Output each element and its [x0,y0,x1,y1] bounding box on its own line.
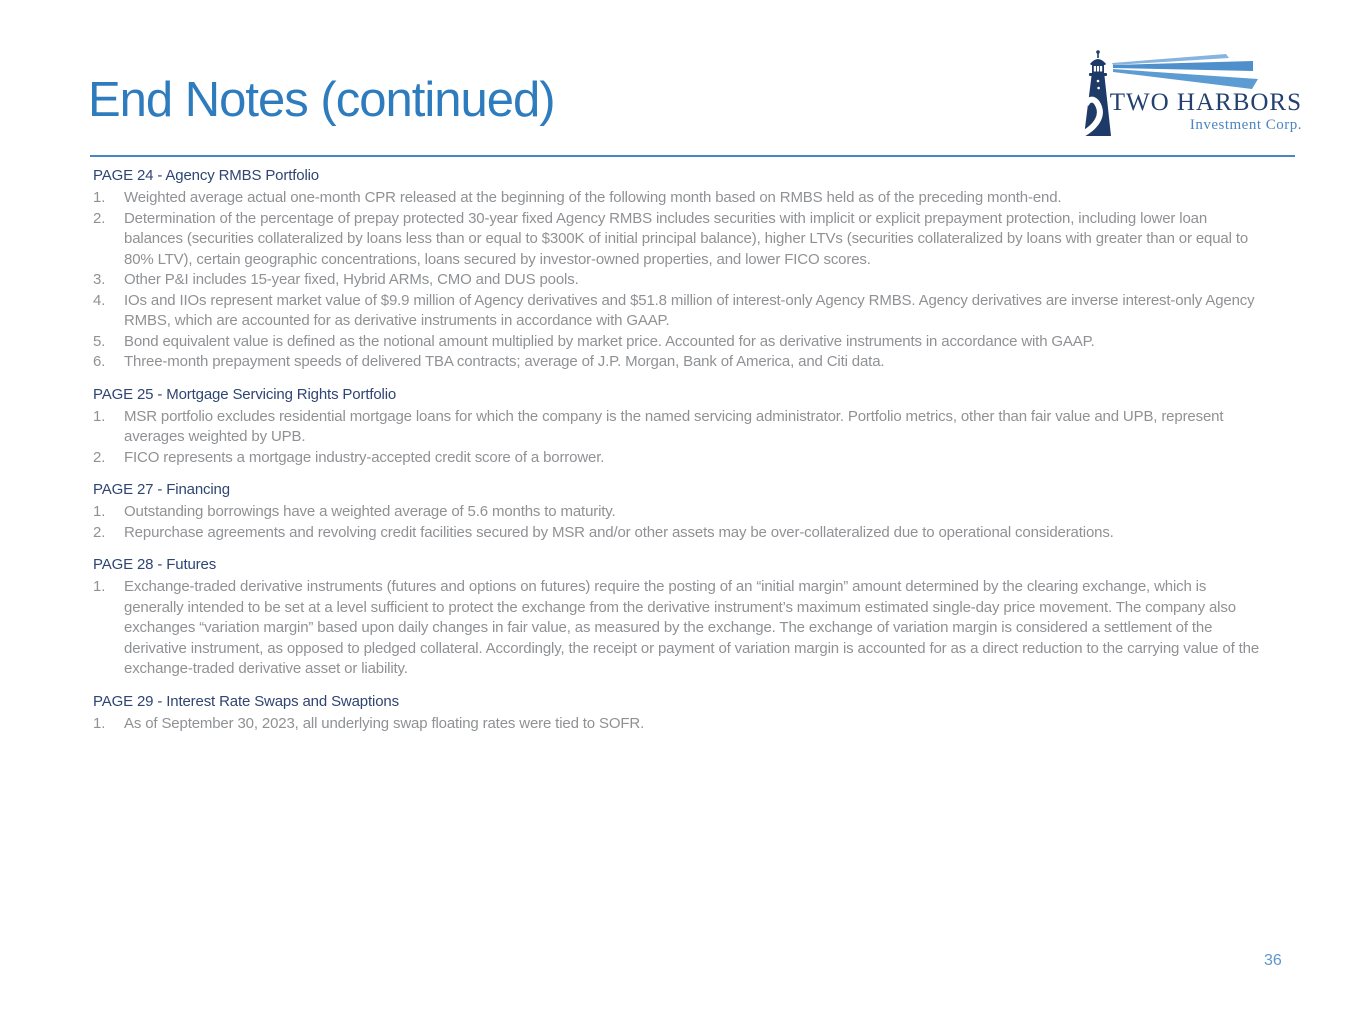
item-number: 4. [93,291,106,309]
item-number: 1. [93,407,106,425]
page-title: End Notes (continued) [88,73,555,127]
item-text: As of September 30, 2023, all underlying swap floating rates were tied to SOFR. [124,714,645,732]
item-text: Weighted average actual one-month CPR released at the beginning of the following month based on RMBS held as of the preceding month-end. [124,189,1062,206]
note-item [90,714,1265,735]
note-section [90,480,1265,543]
note-items [90,502,1265,543]
section-heading: PAGE 29 - Interest Rate Swaps and Swaptions [93,692,399,710]
note-item [90,448,1265,469]
title-divider [90,155,1295,157]
note-section [90,166,1265,373]
item-number: 2. [93,209,106,227]
item-number: 1. [93,578,106,595]
note-items [90,188,1265,373]
item-number: 5. [93,332,106,350]
note-item [90,332,1265,353]
item-text: Outstanding borrowings have a weighted average of 5.6 months to maturity. [124,503,616,520]
item-text: Other P&I includes 15-year fixed, Hybrid ARMs, CMO and DUS pools. [124,271,579,288]
note-item [90,291,1265,332]
note-item [90,352,1265,373]
note-item [90,407,1265,448]
note-items [90,407,1265,469]
item-number: 1. [93,503,106,520]
note-section [90,385,1265,469]
item-number: 1. [93,714,106,732]
section-heading: PAGE 27 - Financing [93,481,230,498]
note-item [90,209,1265,271]
note-item [90,270,1265,291]
item-number: 2. [93,448,106,466]
logo-company-name: TWO HARBORS [1109,89,1302,116]
item-text: IOs and IIOs represent market value of $9.9 million of Agency derivatives and $51.8 million of interest-only Agency RMBS. Agency derivatives are inverse interest-only Agency RMBS, which are accounted for as derivative instruments in accordance with GAAP. [124,291,1255,329]
note-item [90,577,1265,680]
note-item [90,502,1265,523]
item-text: MSR portfolio excludes residential mortgage loans for which the company is the named servicing administrator. Portfolio metrics, other than fair value and UPB, represent averages weighted by UPB. [124,407,1224,445]
item-text: FICO represents a mortgage industry-accepted credit score of a borrower. [124,448,605,466]
note-items [90,577,1265,680]
notes-list [90,166,1265,746]
note-section [90,555,1265,680]
note-items [90,714,1265,735]
logo-subtitle: Investment Corp. [1189,117,1302,133]
section-heading: PAGE 24 - Agency RMBS Portfolio [93,167,320,184]
note-item [90,523,1265,544]
item-number: 3. [93,271,106,288]
item-text: Determination of the percentage of prepay protected 30-year fixed Agency RMBS includes securities with implicit or explicit prepayment protection, including lower loan balances (securities collateralized by loans less than or equal to $300K of initial principal balance), higher LTVs (securities collateralized by loans with greater than or equal to 80% LTV), certain geographic concentrations, loans secured by investor-owned properties, and lower FICO scores. [124,209,1249,268]
item-text: Exchange-traded derivative instruments (futures and options on futures) require the posting of an “initial margin” amount determined by the clearing exchange, which is generally intended to be set at a level sufficient to protect the exchange from the derivative instrument’s maximum estimated single-day price movement. The company also exchanges “variation margin” based upon daily changes in fair value, as measured by the exchange. The exchange of variation margin is considered a settlement of the derivative instrument, as opposed to pledged collateral. Accordingly, the receipt or payment of variation margin is accounted for as a direct reduction to the carrying value of the exchange-traded derivative asset or liability. [124,578,1260,677]
section-heading: PAGE 28 - Futures [93,556,217,573]
item-number: 1. [93,189,106,206]
item-text: Repurchase agreements and revolving credit facilities secured by MSR and/or other assets may be over-collateralized due to operational considerations. [124,523,1114,541]
company-logo [1078,48,1302,140]
page-number: 36 [1264,952,1282,969]
item-number: 2. [93,523,106,541]
section-heading: PAGE 25 - Mortgage Servicing Rights Portfolio [93,385,397,403]
logo-text [1110,90,1302,133]
item-number: 6. [93,353,106,370]
note-section [90,692,1265,735]
note-item [90,188,1265,209]
item-text: Three-month prepayment speeds of delivered TBA contracts; average of J.P. Morgan, Bank of America, and Citi data. [124,353,885,370]
item-text: Bond equivalent value is defined as the notional amount multiplied by market price. Accounted for as derivative instruments in accordance with GAAP. [124,332,1095,350]
